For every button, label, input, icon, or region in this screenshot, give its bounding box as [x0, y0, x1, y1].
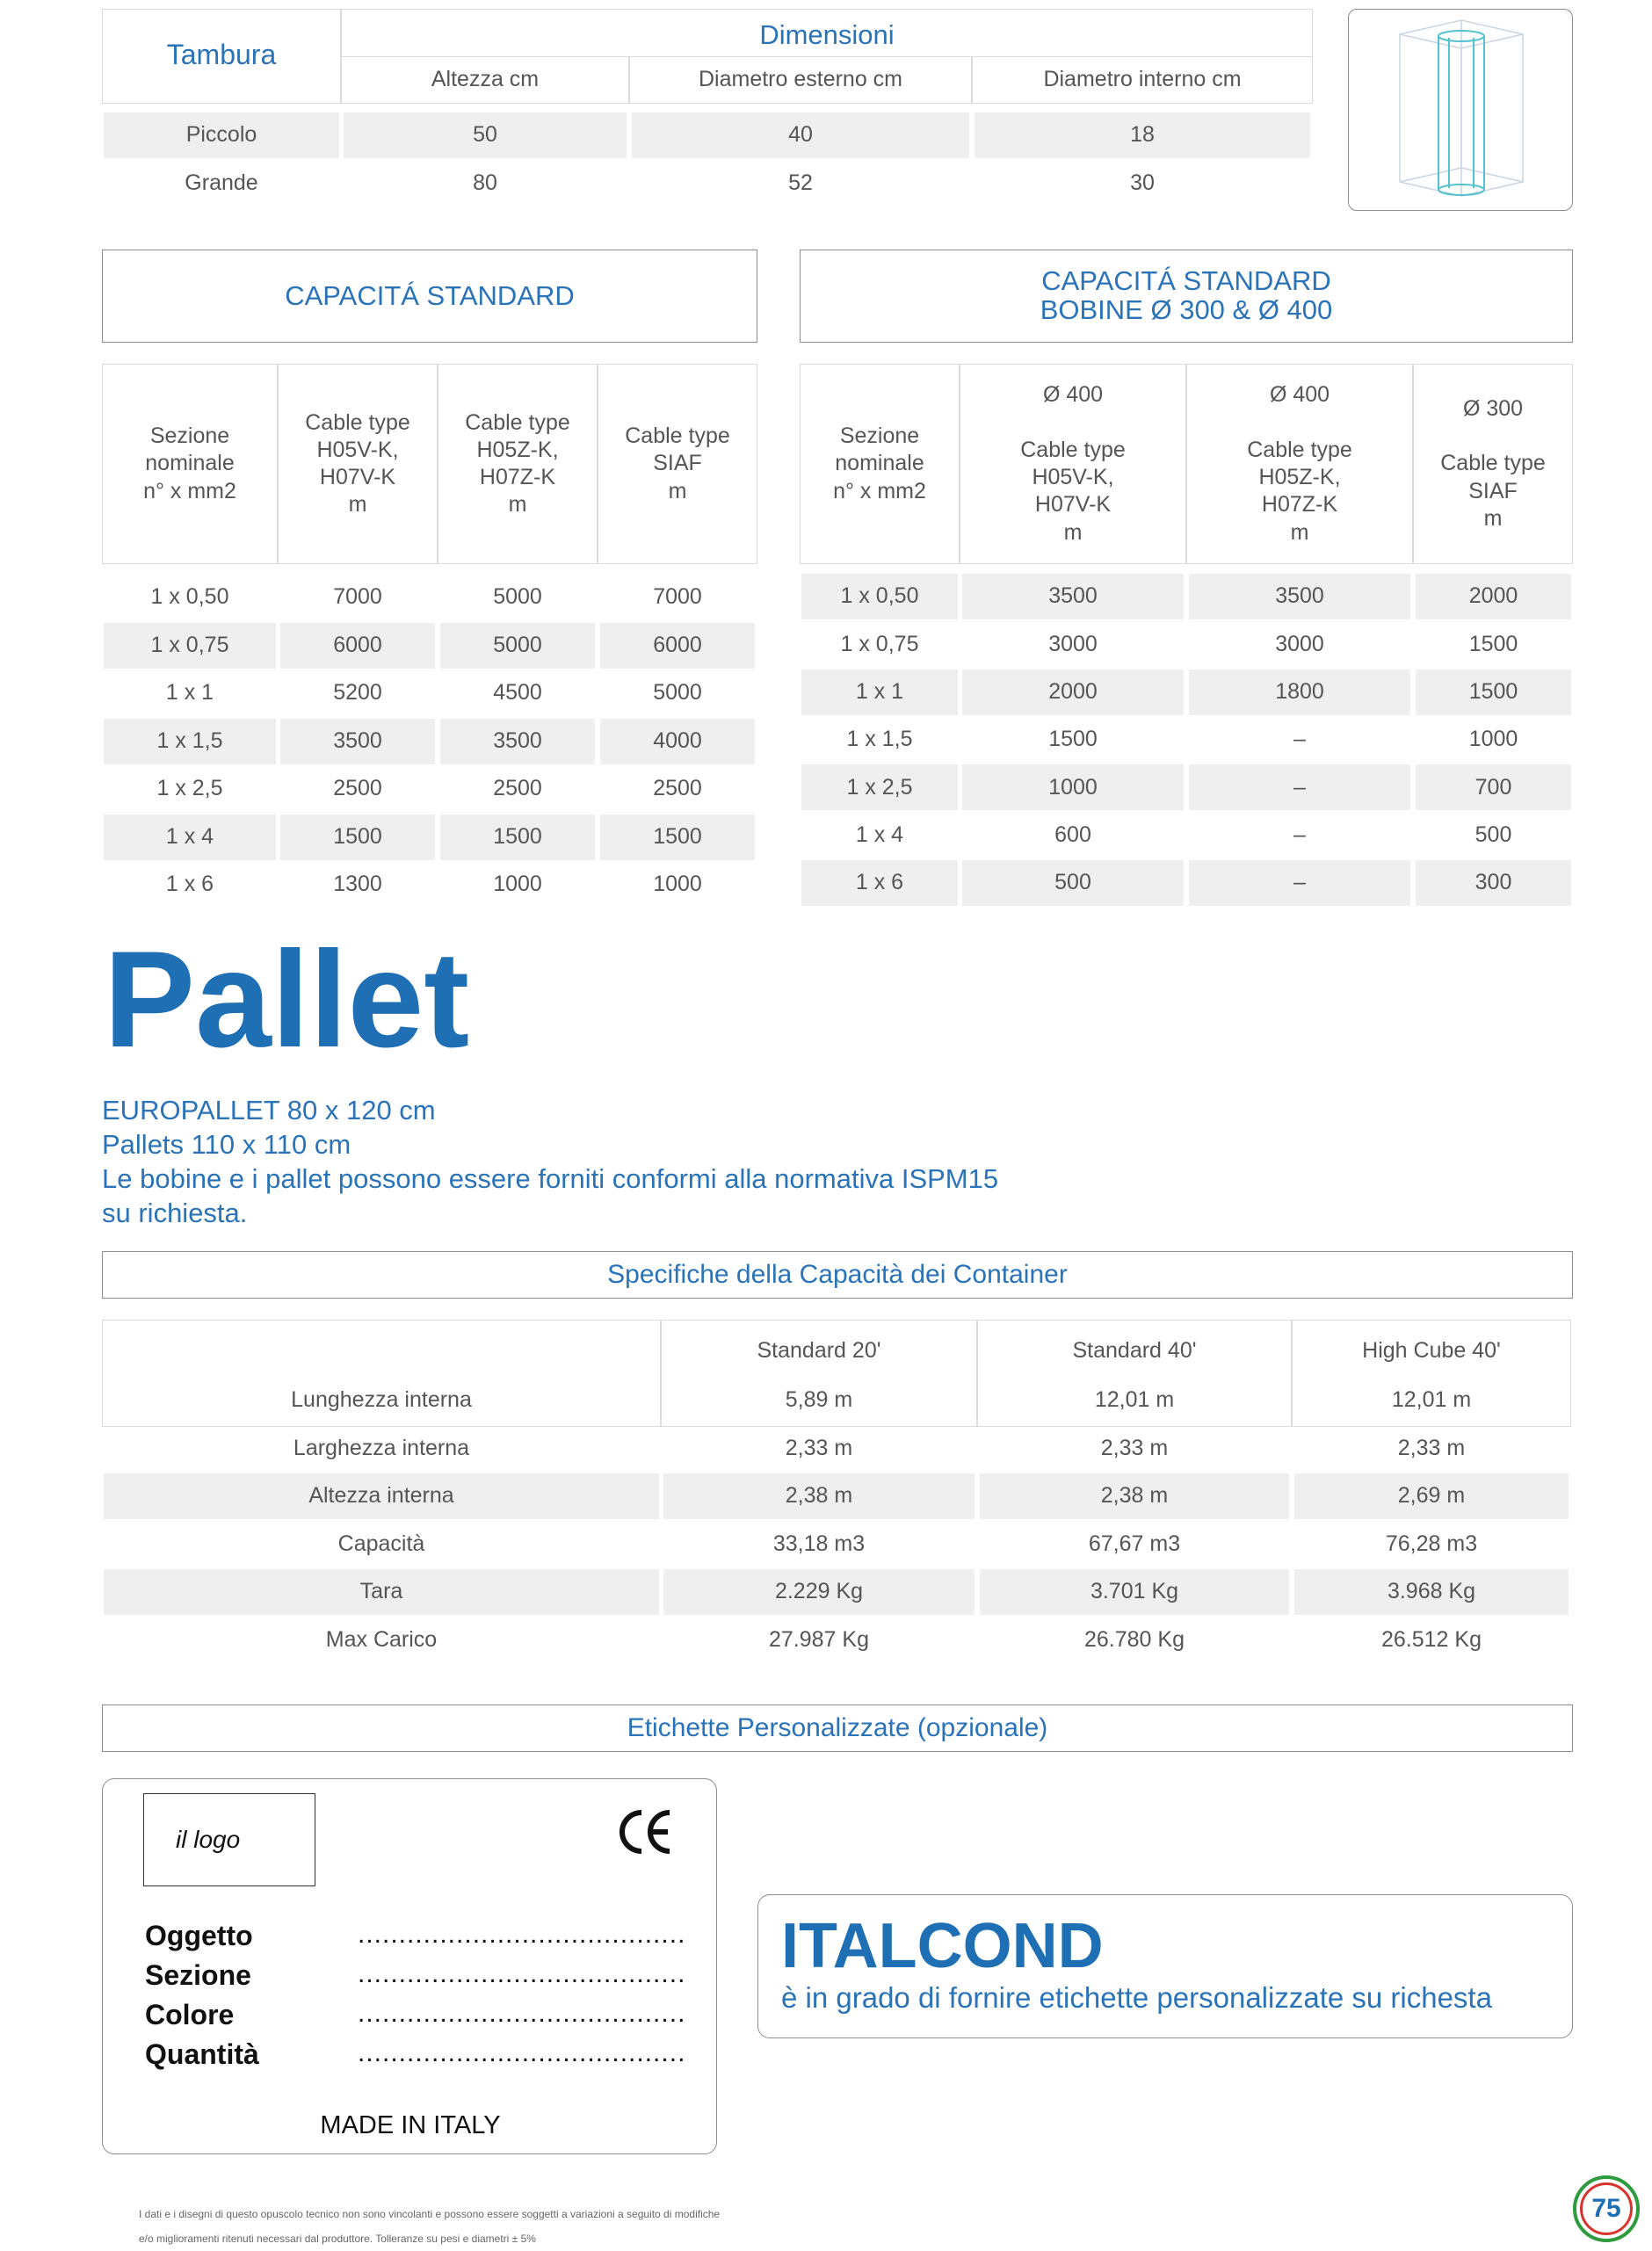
- cap-right-cell: –: [1189, 860, 1410, 906]
- container-cell: 3.701 Kg: [980, 1569, 1289, 1615]
- cap-right-row-label: 1 x 2,5: [801, 764, 958, 810]
- capacity-right-title-line2: BOBINE Ø 300 & Ø 400: [1040, 294, 1333, 325]
- container-col-header: Standard 40': [1072, 1338, 1197, 1364]
- cap-left-cell: 5000: [653, 680, 702, 706]
- cap-right-cell: 3500: [962, 574, 1184, 619]
- cap-left-cell: 2500: [493, 776, 542, 801]
- italcond-tagline: è in grado di fornire etichette personalizzate su richesta: [781, 1981, 1492, 2014]
- container-cell: 12,01 m: [1094, 1387, 1175, 1413]
- cap-left-cell: 7000: [653, 584, 702, 610]
- label-field-dots: ........................................: [358, 1999, 686, 2028]
- spool-drawing-icon: [1349, 10, 1574, 212]
- pallet-line: EUROPALLET 80 x 120 cm: [102, 1095, 436, 1126]
- capacity-right-title: [800, 250, 1573, 343]
- cap-left-row-label: 1 x 0,50: [150, 584, 229, 610]
- container-cell: 3.968 Kg: [1294, 1569, 1569, 1615]
- cap-left-cell: 1300: [333, 872, 382, 897]
- containers-title: Specifiche della Capacità dei Container: [102, 1251, 1573, 1299]
- container-cell: 26.780 Kg: [1084, 1626, 1185, 1652]
- dim-col-header: Altezza cm: [431, 67, 540, 92]
- labels-title: Etichette Personalizzate (opzionale): [102, 1705, 1573, 1752]
- cap-right-header: Ø 400 Cable type H05V-K, H07V-K m: [1020, 382, 1126, 545]
- cap-right-cell: 3500: [1189, 574, 1410, 619]
- label-field-name: Colore: [145, 1999, 235, 2030]
- cap-right-header: Sezione nominale n° x mm2: [833, 423, 926, 503]
- cap-left-cell: 5200: [333, 680, 382, 706]
- container-cell: 2,33 m: [1397, 1435, 1466, 1460]
- cap-left-cell: 1000: [653, 872, 702, 897]
- cap-left-cell: 1500: [600, 814, 755, 860]
- cap-right-row-label: 1 x 4: [855, 822, 904, 847]
- pallet-line: Pallets 110 x 110 cm: [102, 1129, 351, 1160]
- cap-left-cell: 4500: [493, 680, 542, 706]
- cap-left-header: Cable type H05Z-K, H07Z-K m: [465, 409, 570, 518]
- container-row-label: Max Carico: [325, 1626, 438, 1652]
- container-cell: 2,69 m: [1294, 1473, 1569, 1519]
- container-cell: 2,33 m: [1100, 1435, 1169, 1460]
- drum-row-name: Piccolo: [104, 112, 339, 158]
- cap-left-cell: 1000: [493, 872, 542, 897]
- container-cell: 67,67 m3: [1088, 1531, 1181, 1556]
- italcond-box: [757, 1894, 1573, 2038]
- pallet-heading: Pallet: [104, 923, 470, 1076]
- cap-right-row-label: 1 x 1: [801, 670, 958, 715]
- footer-disclaimer-line: I dati e i disegni di questo opuscolo tecnico non sono vincolanti e possono essere soggetti a variazioni a seguito di modifiche: [139, 2208, 721, 2220]
- capacity-right-title-line1: CAPACITÁ STANDARD: [1041, 265, 1331, 297]
- footer-disclaimer-line: e/o miglioramenti ritenuti necessari dal produttore. Tolleranze su pesi e diametri ± 5%: [139, 2233, 536, 2245]
- cap-left-header: Sezione nominale n° x mm2: [143, 423, 236, 503]
- logo-placeholder-text: il logo: [176, 1826, 241, 1853]
- cap-left-cell: 6000: [280, 623, 435, 669]
- italcond-brand: ITALCOND: [781, 1911, 1104, 1981]
- container-row-label: Altezza interna: [104, 1473, 659, 1519]
- drum-cell: 50: [344, 112, 627, 158]
- label-sample: [102, 1778, 717, 2154]
- cap-right-cell: 3000: [1275, 631, 1324, 656]
- cap-right-cell: 1500: [1416, 670, 1571, 715]
- label-field-dots: ........................................: [358, 2038, 686, 2067]
- label-field-name: Oggetto: [145, 1920, 253, 1951]
- dim-col-header: Diametro interno cm: [1043, 67, 1242, 92]
- cap-left-cell: 5000: [440, 623, 595, 669]
- drum-cell: 30: [1130, 170, 1155, 196]
- cap-left-cell: 3500: [440, 719, 595, 764]
- cap-left-row-label: 1 x 6: [165, 872, 214, 897]
- cap-left-row-label: 1 x 0,75: [104, 623, 276, 669]
- page-number-badge: [1573, 2175, 1640, 2242]
- cap-right-cell: 3000: [1048, 631, 1098, 656]
- page-number: 75: [1591, 2194, 1621, 2223]
- drum-cell: 52: [788, 170, 813, 196]
- container-col-header: Standard 20': [757, 1338, 881, 1364]
- container-cell: 33,18 m3: [772, 1531, 866, 1556]
- cap-left-cell: 2500: [653, 776, 702, 801]
- cap-left-row-label: 1 x 1: [165, 680, 214, 706]
- container-cell: 12,01 m: [1391, 1387, 1472, 1413]
- container-col-header: High Cube 40': [1362, 1338, 1501, 1364]
- container-row-label: Larghezza interna: [293, 1435, 470, 1460]
- cap-right-row-label: 1 x 0,50: [801, 574, 958, 619]
- cap-right-cell: 700: [1416, 764, 1571, 810]
- container-cell: 27.987 Kg: [769, 1626, 869, 1652]
- container-cell: 2,33 m: [785, 1435, 853, 1460]
- cap-right-cell: –: [1293, 822, 1306, 847]
- label-field-name: Sezione: [145, 1959, 251, 1991]
- drum-cell: 80: [473, 170, 497, 196]
- container-cell: 5,89 m: [785, 1387, 853, 1413]
- drum-title: Tambura: [166, 39, 277, 70]
- capacity-left-title: CAPACITÁ STANDARD: [102, 250, 757, 343]
- container-row-label: Lunghezza interna: [291, 1387, 472, 1413]
- cap-right-row-label: 1 x 1,5: [846, 727, 913, 752]
- footer-disclaimer: [139, 2202, 720, 2251]
- logo-placeholder: [143, 1793, 315, 1886]
- cap-left-cell: 4000: [600, 719, 755, 764]
- cap-left-row-label: 1 x 4: [104, 814, 276, 860]
- pallet-line: su richiesta.: [102, 1198, 248, 1228]
- container-cell: 2,38 m: [980, 1473, 1289, 1519]
- cap-right-row-label: 1 x 0,75: [840, 631, 919, 656]
- cap-right-cell: 1800: [1189, 670, 1410, 715]
- pallet-line: Le bobine e i pallet possono essere forniti conformi alla normativa ISPM15: [102, 1163, 999, 1194]
- cap-left-cell: 3500: [280, 719, 435, 764]
- pallet-text: [102, 1093, 998, 1230]
- cap-right-header: Ø 300 Cable type SIAF m: [1440, 395, 1546, 531]
- drum-cell: 18: [975, 112, 1310, 158]
- dimensions-title: Dimensioni: [759, 19, 895, 50]
- cap-right-cell: 500: [962, 860, 1184, 906]
- label-field-dots: ........................................: [358, 1920, 686, 1949]
- container-cell: 2.229 Kg: [663, 1569, 975, 1615]
- cap-right-row-label: 1 x 6: [801, 860, 958, 906]
- drum-row-name: Grande: [185, 170, 258, 196]
- container-cell: 76,28 m3: [1385, 1531, 1478, 1556]
- label-field-dots: ........................................: [358, 1959, 686, 1988]
- dim-col-header: Diametro esterno cm: [698, 67, 903, 92]
- container-row-label: Capacità: [337, 1531, 425, 1556]
- drum-cell: 40: [632, 112, 969, 158]
- label-field-name: Quantità: [145, 2038, 259, 2070]
- cap-right-header: Ø 400 Cable type H05Z-K, H07Z-K m: [1247, 382, 1352, 545]
- made-in-italy: MADE IN ITALY: [320, 2111, 501, 2139]
- ce-mark-icon: [617, 1807, 673, 1861]
- cap-right-cell: 1500: [1468, 631, 1518, 656]
- cap-right-cell: –: [1293, 727, 1306, 752]
- cap-left-cell: 2500: [333, 776, 382, 801]
- cap-right-cell: 2000: [962, 670, 1184, 715]
- cap-right-cell: 500: [1474, 822, 1512, 847]
- cap-left-cell: 7000: [333, 584, 382, 610]
- cap-right-cell: 300: [1416, 860, 1571, 906]
- cap-left-cell: 1500: [440, 814, 595, 860]
- drum-illustration: [1348, 9, 1573, 211]
- cap-left-cell: 5000: [493, 584, 542, 610]
- cap-right-cell: 1500: [1048, 727, 1098, 752]
- container-cell: 2,38 m: [663, 1473, 975, 1519]
- cap-left-header: Cable type H05V-K, H07V-K m: [305, 409, 410, 518]
- cap-right-cell: –: [1189, 764, 1410, 810]
- container-cell: 26.512 Kg: [1381, 1626, 1482, 1652]
- cap-left-cell: 6000: [600, 623, 755, 669]
- cap-right-cell: 600: [1054, 822, 1091, 847]
- cap-right-cell: 2000: [1416, 574, 1571, 619]
- cap-left-header: Cable type SIAF m: [625, 423, 730, 503]
- cap-left-cell: 1500: [280, 814, 435, 860]
- cap-left-row-label: 1 x 1,5: [104, 719, 276, 764]
- cap-right-cell: 1000: [962, 764, 1184, 810]
- cap-right-cell: 1000: [1468, 727, 1518, 752]
- cap-left-row-label: 1 x 2,5: [156, 776, 223, 801]
- container-row-label: Tara: [104, 1569, 659, 1615]
